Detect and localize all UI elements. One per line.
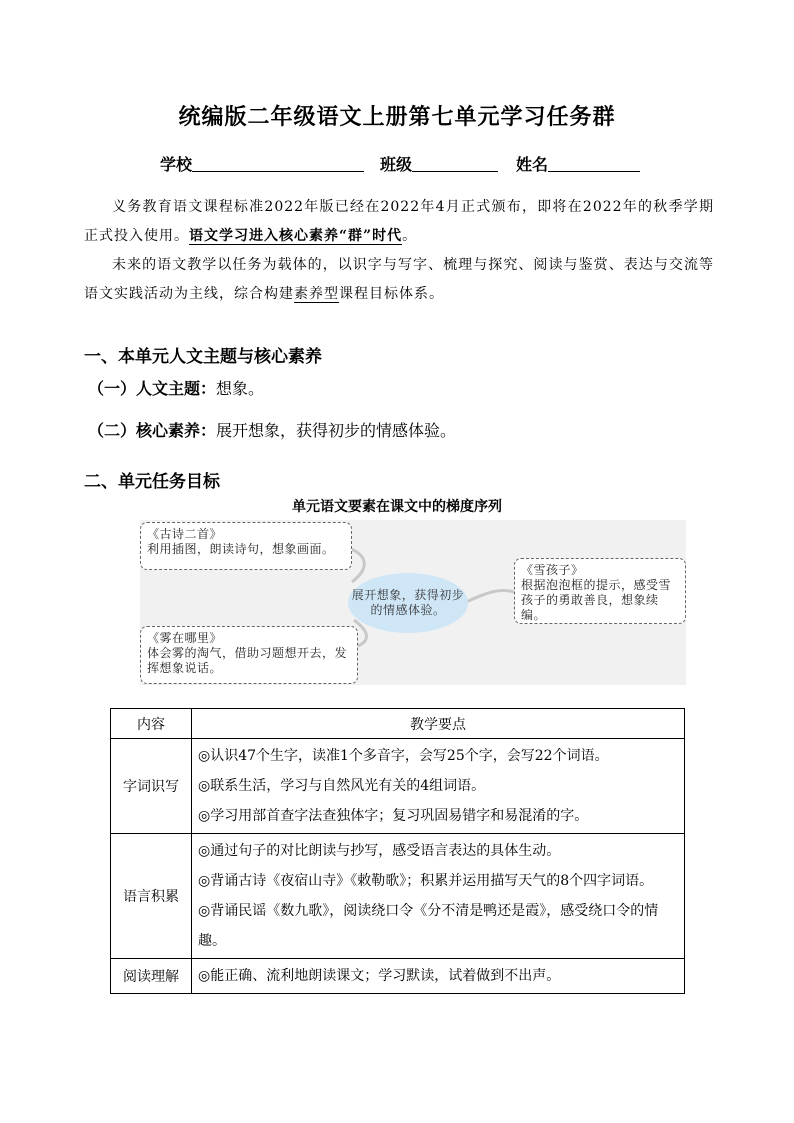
point-item: ◎学习用部首查字法查独体字；复习巩固易错字和易混淆的字。 <box>198 808 589 824</box>
row-points <box>192 739 685 834</box>
intro-p2-underline: 素养型 <box>294 286 339 302</box>
intro-paragraph-2 <box>84 251 714 309</box>
point-item: ◎通过句子的对比朗读与抄写，感受语言表达的具体生动。 <box>198 843 561 859</box>
header-points: 教学要点 <box>192 709 685 739</box>
table-row <box>111 959 685 994</box>
intro-paragraphs <box>84 193 714 309</box>
connector-box3 <box>466 590 514 602</box>
name-label: 姓名 <box>516 155 549 174</box>
table-row <box>111 834 685 959</box>
point-item: ◎联系生活，学习与自然风光有关的4组词语。 <box>198 778 486 794</box>
point-item: ◎能正确、流利地朗读课文；学习默读，试着做到不出声。 <box>198 968 561 984</box>
intro-p1-end: 。 <box>402 228 418 244</box>
diagram-caption: 单元语文要素在课文中的梯度序列 <box>292 499 502 515</box>
box-xue-text: 根据泡泡框的提示，感受雪孩子的勇敢善良，想象续编。 <box>521 578 672 622</box>
row-points <box>192 959 685 994</box>
school-field <box>160 152 364 175</box>
intro-p2-text: 未来的语文教学以任务为载体的，以识字与写字、梳理与探究、阅读与鉴赏、表达与交流等语文实践活动为主线，综合构建 <box>84 257 714 302</box>
box-xue-title: 《雪孩子》 <box>521 563 584 577</box>
literacy-label: （二）核心素养： <box>88 421 217 440</box>
row-category: 阅读理解 <box>111 959 192 994</box>
row-category: 字词识写 <box>111 739 192 834</box>
box-wu-text: 体会雾的淘气，借助习题想开去，发挥想象说话。 <box>147 646 348 675</box>
theme-line <box>88 376 264 399</box>
literacy-line <box>88 418 456 441</box>
class-blank <box>412 155 498 172</box>
school-blank <box>192 155 364 172</box>
mind-map-box-gushi <box>140 522 352 570</box>
point-item: ◎认识47个生字，读准1个多音字，会写25个字，会写22个词语。 <box>198 748 609 764</box>
header-content: 内容 <box>111 709 192 739</box>
mind-map-box-wu <box>140 626 358 684</box>
mind-map <box>140 520 686 685</box>
box-gushi-title: 《古诗二首》 <box>147 527 223 541</box>
theme-label: （一）人文主题： <box>88 379 217 398</box>
table-header-row <box>111 709 685 739</box>
table-row <box>111 739 685 834</box>
point-item: ◎背诵民谣《数九歌》，阅读绕口令《分不清是鸭还是霞》，感受绕口令的情趣。 <box>198 903 659 949</box>
name-blank <box>548 155 640 172</box>
class-field <box>380 152 498 175</box>
mind-map-box-xue <box>514 558 686 624</box>
point-item: ◎背诵古诗《夜宿山寺》《敕勒歌》；积累并运用描写天气的8个四字词语。 <box>198 873 654 889</box>
box-wu-title: 《雾在哪里》 <box>147 631 223 645</box>
section2-heading: 二、单元任务目标 <box>84 472 220 492</box>
mind-map-center: 展开想象，获得初步的情感体验。 <box>348 573 468 633</box>
literacy-value: 展开想象，获得初步的情感体验。 <box>216 421 457 440</box>
theme-value: 想象。 <box>216 379 265 398</box>
section1-heading: 一、本单元人文主题与核心素养 <box>84 347 322 367</box>
intro-paragraph-1 <box>84 193 714 251</box>
box-gushi-text: 利用插图，朗读诗句，想象画面。 <box>147 542 335 556</box>
document-title: 统编版二年级语文上册第七单元学习任务群 <box>178 104 616 130</box>
school-label: 学校 <box>160 155 193 174</box>
name-field <box>516 152 640 175</box>
row-points <box>192 834 685 959</box>
row-category: 语言积累 <box>111 834 192 959</box>
intro-p2-end: 课程目标体系。 <box>339 286 444 302</box>
intro-p1-text: 义务教育语文课程标准2022年版已经在2022年4月正式颁布，即将在2022年的秋季学期正式投入使用。 <box>84 199 714 244</box>
teaching-points-table <box>110 708 685 994</box>
intro-p1-emphasis: 语文学习进入核心素养“群”时代 <box>189 228 403 244</box>
class-label: 班级 <box>380 155 413 174</box>
